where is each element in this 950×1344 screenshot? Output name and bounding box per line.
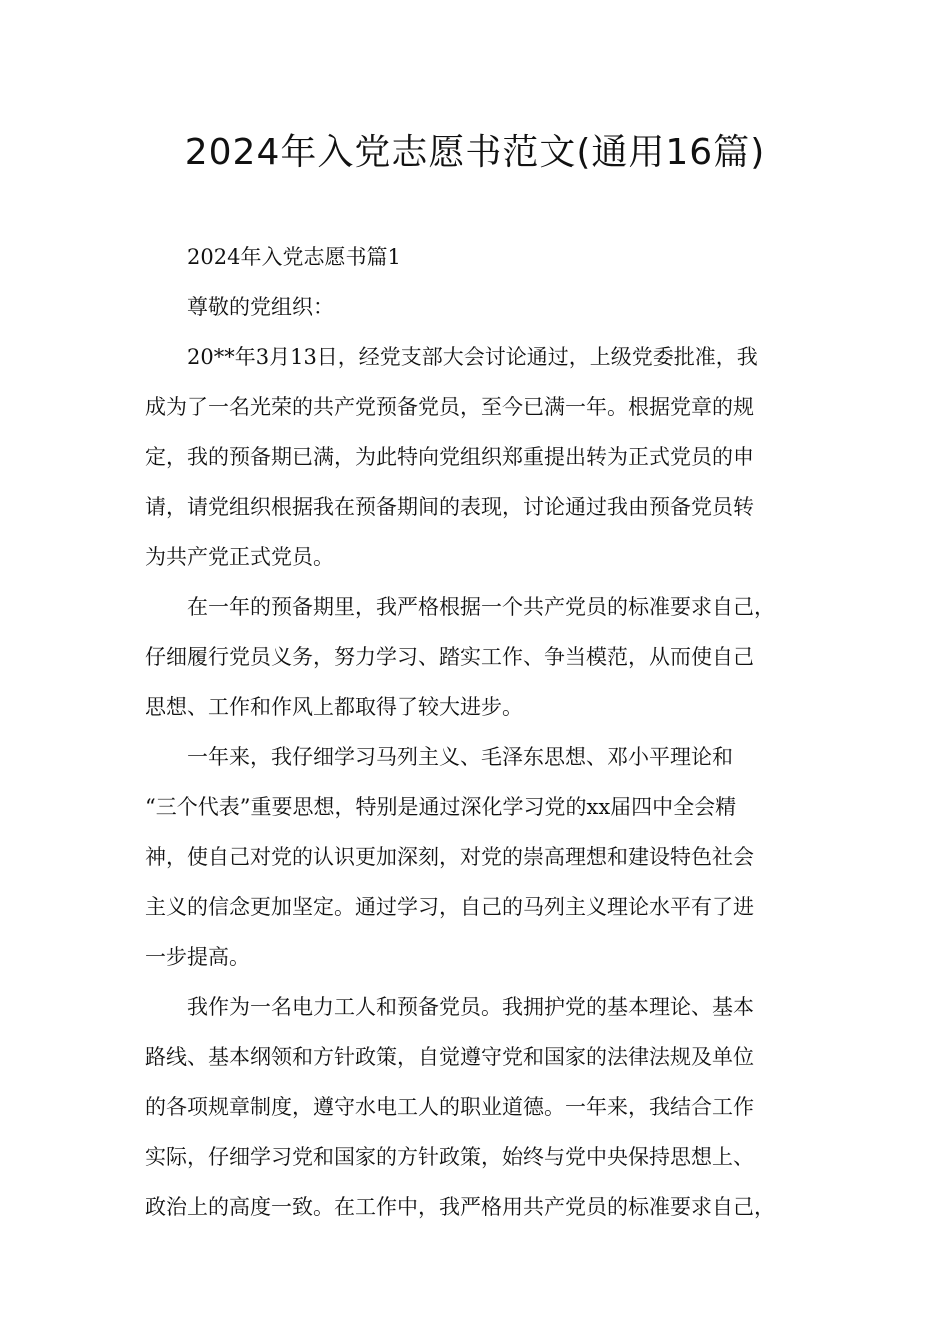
section-heading: 2024年入党志愿书篇1 [187,245,401,269]
document-body [145,232,825,1232]
paragraph-2: 在一年的预备期里，我严格根据一个共产党员的标准要求自己， 仔细履行党员义务，努力学习、踏实工作、争当模范，从而使自己 思想、工作和作风上都取得了较大进步。 [145,595,775,719]
paragraph-1: 20**年3月13日，经党支部大会讨论通过，上级党委批准，我 成为了一名光荣的共产党预备党员，至今已满一年。根据党章的规 定，我的预备期已满，为此特向党组织郑重提出转为正式党员的申 请，请党组织根据我在预备期间的表现，讨论通过我由预备党员转 为共产党正式党员。 [145,345,758,569]
document-title: 2024年入党志愿书范文(通用16篇) [184,132,766,173]
salutation: 尊敬的党组织： [187,295,334,319]
paragraph-4: 我作为一名电力工人和预备党员。我拥护党的基本理论、基本 路线、基本纲领和方针政策，自觉遵守党和国家的法律法规及单位 的各项规章制度，遵守水电工人的职业道德。一年来，我结合工作 实际，仔细学习党和国家的方针政策，始终与党中央保持思想上、 政治上的高度一致。在工作中，我严格用共产党员的标准要求自己， [145,995,775,1219]
paragraph-3: 一年来，我仔细学习马列主义、毛泽东思想、邓小平理论和 “三个代表”重要思想，特别是通过深化学习党的xx届四中全会精 神，使自己对党的认识更加深刻，对党的崇高理想和建设特色社会 主义的信念更加坚定。通过学习，自己的马列主义理论水平有了进 一步提高。 [145,745,754,969]
